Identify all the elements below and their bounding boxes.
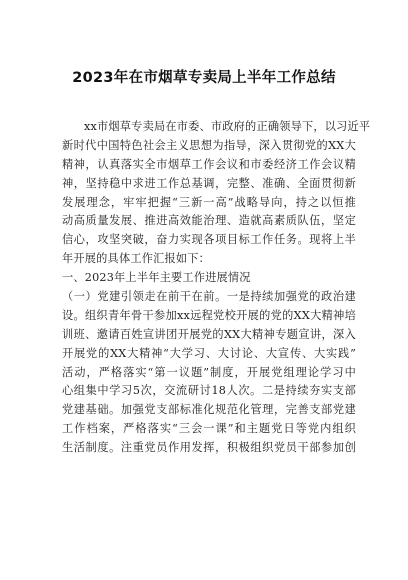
paragraph-line: 神，坚持稳中求进工作总基调，完整、准确、全面贯彻新 — [62, 176, 356, 190]
paragraph-line: 发展理念，牢牢把握“三新一高”战略导向，持之以恒推 — [62, 195, 356, 209]
paragraph-line: （一）党建引领走在前干在前。一是持续加强党的政治建 — [62, 290, 356, 304]
paragraph-line: 训班、邀请百姓宣讲团开展党的XX大精神专题宣讲，深入 — [62, 327, 356, 341]
document-title: 2023年在市烟草专卖局上半年工作总结 — [72, 70, 336, 86]
paragraph-line: 工作档案，严格落实“三会一课”和主题党日等党内组织 — [62, 422, 356, 436]
paragraph-line: 党建基础。加强党支部标准化规范化管理，完善支部党建 — [62, 403, 356, 417]
paragraph-line: 动高质量发展、推进高效能治理、造就高素质队伍，坚定 — [62, 214, 356, 228]
paragraph-line: 新时代中国特色社会主义思想为指导，深入贯彻党的XX大 — [62, 138, 356, 152]
paragraph-line: 一、2023年上半年主要工作进展情况 — [62, 271, 251, 285]
paragraph-line: 开展党的XX大精神“大学习、大讨论、大宣传、大实践” — [62, 346, 356, 360]
paragraph-line: 活动，严格落实“第一议题”制度，开展党组理论学习中 — [62, 365, 356, 379]
document-body — [62, 118, 371, 458]
paragraph-line: 年开展的具体工作汇报如下： — [62, 252, 211, 266]
paragraph-line: 信心，攻坚突破，奋力实现各项目标工作任务。现将上半 — [62, 233, 356, 247]
paragraph-line: 设。组织青年骨干参加xx远程党校开展的党的XX大精神培 — [62, 308, 356, 322]
paragraph-line: 精神，认真落实全市烟草工作会议和市委经济工作会议精 — [62, 157, 356, 171]
paragraph-line: 生活制度。注重党员作用发挥，积极组织党员干部参加创 — [62, 441, 356, 455]
paragraph-line: 心组集中学习5次，交流研讨18人次。二是持续夯实支部 — [62, 384, 356, 398]
paragraph-line: xx市烟草专卖局在市委、市政府的正确领导下，以习近平 — [84, 120, 371, 133]
